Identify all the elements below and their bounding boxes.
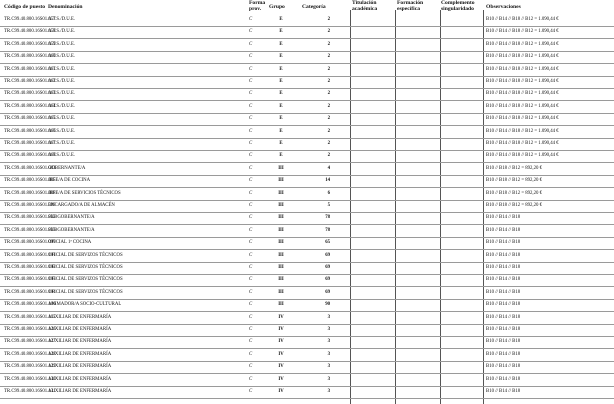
position-code: TR.C99.40.800.16S01.057 [4,17,56,22]
position-name: OFICIAL DE SERVIZOS TÉCNICOS [48,265,123,270]
table-row [0,374,614,387]
category-value: 90 [325,302,330,308]
group-value: IV [278,376,284,382]
position-name: AUXILIAR DE ENFERMARÍA [48,339,112,345]
position-name: A.T.S./D.U.E. [48,103,76,109]
group-value: III [278,277,284,283]
provision-form: C [249,277,253,283]
provision-form: C [249,265,253,270]
category-value: 2 [327,153,330,159]
position-name: SUBGOBERNANTE/A [48,215,95,221]
position-name: A.T.S./D.U.E. [48,66,76,72]
position-name: OFICIAL 1ª COCINA [48,240,92,246]
position-name: A.T.S./D.U.E. [48,128,76,134]
table-row [0,299,614,312]
group-value: III [278,302,284,308]
position-name: JEFE/A DE SERVICIOS TÉCNICOS [48,190,121,196]
position-name: SUBGOBERNANTE/A [48,227,95,233]
position-code: TR.C99.40.800.16S01.126 [4,327,56,332]
group-value: III [278,165,284,171]
provision-form: C [249,227,253,233]
observations-value: B10 // B14 // B18 [486,252,521,258]
observations-value: B10 // B14 // B18 [486,364,521,370]
observations-value: B10 // B18 // B12 = 892,20 € [486,190,543,196]
group-value: E [279,128,283,134]
provision-form: C [249,215,253,221]
header-grupo: Grupo [269,4,285,10]
position-name: GOBERNANTE/A [48,165,86,171]
table-row [0,163,614,176]
category-value: 3 [327,376,330,382]
provision-form: C [249,314,253,320]
category-value: 69 [325,277,330,283]
header-categoria: Categoría [302,4,326,10]
group-value: E [279,153,283,159]
group-value: E [279,66,283,72]
position-code: TR.C99.40.800.16S01.089 [4,203,56,208]
category-value: 2 [327,66,330,72]
observations-value: B10 // B14 // B18 [486,302,521,308]
observations-value: B10 // B18 // B12 = 892,20 € [486,165,543,171]
table-row [0,188,614,201]
group-value: E [279,17,283,22]
category-value: 3 [327,364,330,370]
observations-value: B10 // B14 // B18 [486,277,521,283]
observations-value: B10 // B14 // B18 [486,376,521,382]
position-code: TR.C99.40.800.16S01.061 [4,66,56,72]
group-value: III [278,265,284,270]
table-row [0,39,614,52]
group-value: III [278,289,284,295]
position-code: TR.C99.40.800.16S01.063 [4,91,56,97]
position-name: AUXILIAR DE ENFERMARÍA [48,351,112,357]
group-value: IV [278,389,284,394]
observations-value: B10 // B14 // B18 [486,227,521,233]
category-value: 3 [327,339,330,345]
category-value: 3 [327,351,330,357]
position-name: ANIMADOR/A SOCIO-CULTURAL [48,302,122,308]
table-row [0,175,614,188]
position-name: AUXILIAR DE ENFERMARÍA [48,389,112,394]
group-value: III [278,190,284,196]
position-name: AUXILIAR DE ENFERMARÍA [48,364,112,370]
position-name: A.T.S./D.U.E. [48,116,76,122]
table-row [0,361,614,374]
provision-form: C [249,103,253,109]
position-name: A.T.S./D.U.E. [48,41,76,47]
provision-form: C [249,302,253,308]
position-name: A.T.S./D.U.E. [48,29,76,35]
provision-form: C [249,128,253,134]
table-row [0,150,614,163]
position-code: TR.C99.40.800.16S01.083 [4,165,56,171]
position-code: TR.C99.40.800.16S01.129 [4,364,56,370]
provision-form: C [249,116,253,122]
provision-form: C [249,364,253,370]
category-value: 3 [327,327,330,332]
position-name: A.T.S./D.U.E. [48,153,76,159]
provision-form: C [249,389,253,394]
provision-form: C [249,240,253,246]
observations-value: B10 // B18 // B12 = 892,20 € [486,203,543,208]
header-complemento: Complemento singularidado [441,0,475,12]
observations-value: B10 // B14 // B18 // B12 = 1.090,44 € [486,103,559,109]
position-code: TR.C99.40.800.16S01.085 [4,178,56,184]
table-row [0,88,614,101]
position-code: TR.C99.40.800.16S01.092 [4,215,56,221]
observations-value: B10 // B14 // B18 [486,389,521,394]
observations-value: B10 // B14 // B18 [486,314,521,320]
provision-form: C [249,165,253,171]
group-value: E [279,54,283,60]
position-name: OFICIAL DE SERVIZOS TÉCNICOS [48,289,123,295]
observations-value: B10 // B14 // B18 // B12 = 1.090,44 € [486,54,559,60]
category-value: 2 [327,91,330,97]
table-row [0,76,614,89]
position-code: TR.C99.40.800.16S01.102 [4,265,56,270]
observations-value: B10 // B14 // B18 // B12 = 1.090,44 € [486,66,559,72]
table-row [0,212,614,225]
provision-form: C [249,29,253,35]
provision-form: C [249,327,253,332]
position-code: TR.C99.40.800.16S01.128 [4,351,56,357]
category-value: 3 [327,314,330,320]
table-row [0,113,614,126]
position-code: TR.C99.40.800.16S01.060 [4,54,56,60]
position-code: TR.C99.40.800.16S01.106 [4,302,56,308]
position-code: TR.C99.40.800.16S01.115 [4,314,56,320]
provision-form: C [249,351,253,357]
group-value: E [279,29,283,35]
group-value: III [278,203,284,208]
category-value: 2 [327,79,330,84]
observations-value: B10 // B14 // B18 [486,289,521,295]
category-value: 6 [327,190,330,196]
position-code: TR.C99.40.800.16S01.088 [4,190,56,196]
provision-form: C [249,289,253,295]
observations-value: B10 // B14 // B18 // B12 = 1.090,44 € [486,79,559,84]
position-code: TR.C99.40.800.16S01.130 [4,376,56,382]
position-code: TR.C99.40.800.16S01.099 [4,240,56,246]
observations-value: B10 // B14 // B18 // B12 = 1.090,44 € [486,91,559,97]
provision-form: C [249,252,253,258]
table-row [0,324,614,337]
category-value: 5 [327,203,330,208]
position-code: TR.C99.40.800.16S01.127 [4,339,56,345]
group-value: E [279,116,283,122]
position-code: TR.C99.40.800.16S01.067 [4,141,56,146]
header-titulacion: Titulación académica [352,0,378,12]
header-formacion: Formación específica [397,0,424,12]
table-row [0,138,614,151]
observations-value: B10 // B14 // B18 [486,215,521,221]
group-value: III [278,240,284,246]
category-value: 78 [325,215,330,221]
category-value: 2 [327,128,330,134]
category-value: 4 [327,165,330,171]
position-code: TR.C99.40.800.16S01.062 [4,79,56,84]
table-row [0,312,614,325]
table-row [0,126,614,139]
category-value: 2 [327,54,330,60]
group-value: IV [278,351,284,357]
observations-value: B10 // B18 // B12 = 892,20 € [486,178,543,184]
group-value: E [279,79,283,84]
category-value: 2 [327,141,330,146]
position-code: TR.C99.40.800.16S01.058 [4,29,56,35]
table-row [0,51,614,64]
observations-value: B10 // B14 // B18 [486,327,521,332]
position-name: OFICIAL DE SERVIZOS TÉCNICOS [48,277,123,283]
group-value: E [279,103,283,109]
observations-value: B10 // B14 // B18 [486,265,521,270]
category-value: 69 [325,265,330,270]
group-value: IV [278,364,284,370]
table-row [0,64,614,77]
observations-value: B10 // B14 // B18 [486,339,521,345]
table-row [0,225,614,238]
position-code: TR.C99.40.800.16S01.064 [4,103,56,109]
position-code: TR.C99.40.800.16S01.066 [4,128,56,134]
observations-value: B10 // B14 // B18 [486,351,521,357]
group-value: IV [278,327,284,332]
provision-form: C [249,54,253,60]
position-code: TR.C99.40.800.16S01.103 [4,277,56,283]
category-value: 2 [327,116,330,122]
observations-value: B10 // B14 // B18 // B12 = 1.090,44 € [486,153,559,159]
table-row [0,26,614,39]
position-code: TR.C99.40.800.16S01.065 [4,116,56,122]
provision-form: C [249,190,253,196]
position-name: AUXILIAR DE ENFERMARÍA [48,314,112,320]
position-code: TR.C99.40.800.16S01.104 [4,289,56,295]
provision-form: C [249,66,253,72]
table-row [0,287,614,300]
category-value: 78 [325,227,330,233]
position-code: TR.C99.40.800.16S01.131 [4,389,56,394]
provision-form: C [249,376,253,382]
table-row [0,250,614,263]
position-name: AUXILIAR DE ENFERMARÍA [48,376,112,382]
category-value: 2 [327,41,330,47]
table-row [0,101,614,114]
group-value: IV [278,314,284,320]
position-code: TR.C99.40.800.16S01.093 [4,227,56,233]
provision-form: C [249,141,253,146]
observations-value: B10 // B14 // B18 [486,240,521,246]
group-value: E [279,141,283,146]
table-row [0,349,614,362]
category-value: 3 [327,389,330,394]
category-value: 14 [325,178,330,184]
header-codigo: Código de puesto [4,4,46,10]
group-value: E [279,41,283,47]
position-name: A.T.S./D.U.E. [48,141,76,146]
observations-value: B10 // B14 // B18 // B12 = 1.090,44 € [486,41,559,47]
observations-value: B10 // B14 // B18 // B12 = 1.090,44 € [486,17,559,22]
table-row [0,336,614,349]
category-value: 65 [325,240,330,246]
table-row [0,386,614,399]
header-denominacion: Denominación [48,4,83,10]
table-row [0,262,614,275]
table-row [0,274,614,287]
position-name: A.T.S./D.U.E. [48,54,76,60]
header-observaciones: Observaciones [486,4,521,10]
position-name: A.T.S./D.U.E. [48,91,76,97]
header-forma: Forma prov. [249,0,266,12]
provision-form: C [249,153,253,159]
provision-form: C [249,178,253,184]
position-code: TR.C99.40.800.16S01.101 [4,252,56,258]
provision-form: C [249,339,253,345]
table-row [0,237,614,250]
group-value: E [279,91,283,97]
provision-form: C [249,203,253,208]
group-value: IV [278,339,284,345]
position-name: A.T.S./D.U.E. [48,79,76,84]
position-code: TR.C99.40.800.16S01.059 [4,41,56,47]
provision-form: C [249,79,253,84]
provision-form: C [249,91,253,97]
position-name: ENCARGADO/A DE ALMACÉN [48,203,115,208]
observations-value: B10 // B14 // B18 // B12 = 1.090,44 € [486,128,559,134]
group-value: III [278,227,284,233]
category-value: 2 [327,29,330,35]
observations-value: B10 // B14 // B18 // B12 = 1.090,44 € [486,29,559,35]
position-name: OFICIAL DE SERVIZOS TÉCNICOS [48,252,123,258]
provision-form: C [249,41,253,47]
group-value: III [278,215,284,221]
category-value: 69 [325,289,330,295]
group-value: III [278,252,284,258]
category-value: 2 [327,103,330,109]
table-row [0,200,614,213]
position-code: TR.C99.40.800.16S01.068 [4,153,56,159]
observations-value: B10 // B14 // B18 // B12 = 1.090,44 € [486,116,559,122]
position-name: A.T.S./D.U.E. [48,17,76,22]
category-value: 69 [325,252,330,258]
category-value: 2 [327,17,330,22]
position-name: JEFE/A DE COCINA [48,178,91,184]
provision-form: C [249,17,253,22]
observations-value: B10 // B14 // B18 // B12 = 1.090,44 € [486,141,559,146]
table-row [0,14,614,27]
group-value: III [278,178,284,184]
position-name: AUXILIAR DE ENFERMARÍA [48,327,112,332]
